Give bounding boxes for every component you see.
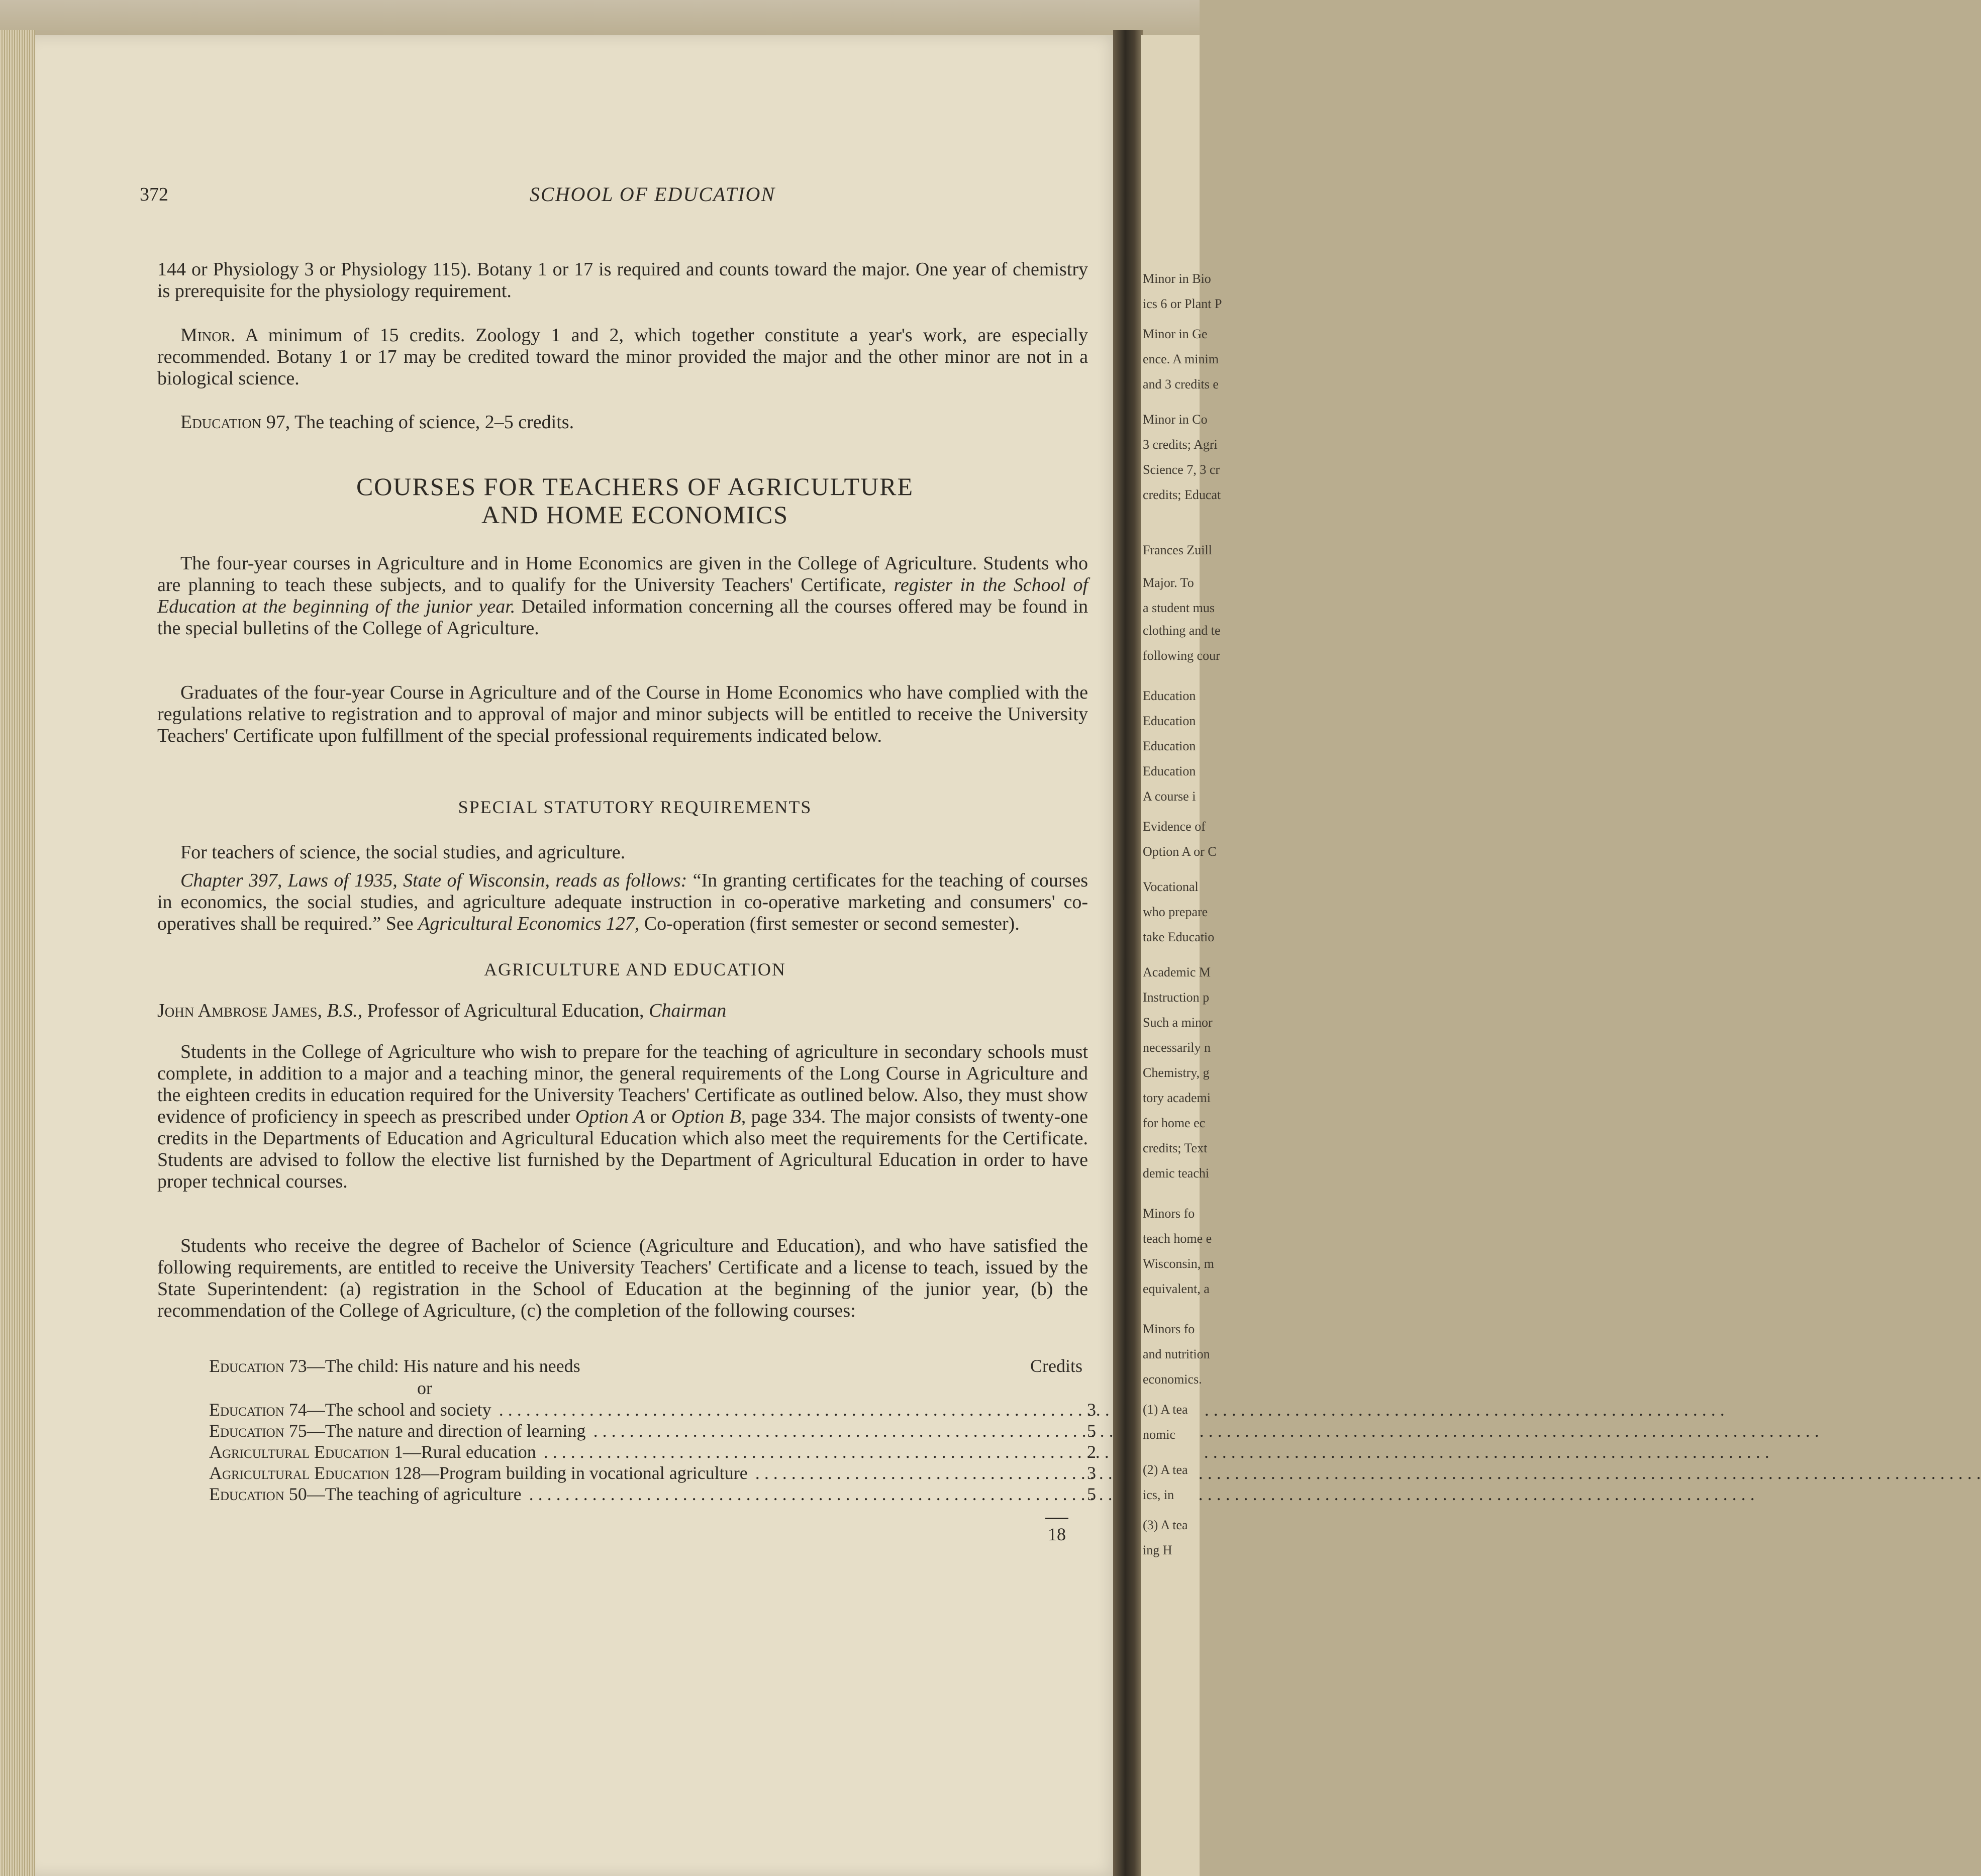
next-page-fragment: Minor in Bio	[1143, 271, 1211, 286]
section-heading-courses	[0, 472, 1200, 529]
or-separator: or	[417, 1378, 432, 1398]
courses-p1-italic: register in the School of Education at the beginning of the junior year.	[157, 574, 1088, 617]
statutory-paragraph-1: For teachers of science, the social studies, and agriculture.	[180, 842, 626, 863]
next-page-fragment: Education	[1143, 688, 1196, 703]
next-page-fragment: ence. A minim	[1143, 352, 1219, 366]
course-label	[209, 1355, 580, 1376]
section-heading-statutory	[0, 797, 1200, 818]
next-page-fragment: Education	[1143, 739, 1196, 753]
course-row	[209, 1441, 1101, 1462]
next-page-fragment: economics.	[1143, 1372, 1202, 1387]
page-number: 372	[140, 184, 168, 205]
book-gutter	[1113, 30, 1143, 1876]
next-page-fragment: nomic	[1143, 1427, 1175, 1442]
course-title: 1—Rural education	[389, 1442, 536, 1462]
course-credits: 3	[1087, 1400, 1096, 1420]
course-dept: Education	[209, 1400, 284, 1420]
next-page-fragment: Instruction p	[1143, 990, 1210, 1005]
next-page-fragment: 3 credits; Agri	[1143, 437, 1218, 452]
course-row	[209, 1399, 1101, 1420]
statutory-quote: “In granting certificates for the teaching of courses in economics, the social studies, and agriculture adequate instruction in co-operative marketing and consumers' co-operatives shall be required.” See	[157, 870, 1088, 934]
section-heading-line2: AND HOME ECONOMICS	[481, 501, 789, 529]
next-page-fragment: Minors fo	[1143, 1206, 1195, 1221]
credits-header: Credits	[1030, 1356, 1082, 1376]
agedu-paragraph-1	[157, 1041, 1088, 1193]
next-page-fragment: and nutrition	[1143, 1347, 1210, 1361]
next-page-fragment: take Educatio	[1143, 930, 1215, 944]
next-page-fragment: (3) A tea	[1143, 1518, 1188, 1532]
next-page-fragment: credits; Educat	[1143, 487, 1221, 502]
leader-dots	[209, 1441, 1066, 1462]
next-page-fragment: tory academi	[1143, 1091, 1211, 1105]
courses-p1-text: The four-year courses in Agriculture and in Home Economics are given in the College of Agriculture. Students who are planning to teach these subjects, and to qualify for the University Teachers' Certificate,	[157, 553, 1088, 596]
book-page	[35, 35, 1121, 1876]
next-page-fragment: teach home e	[1143, 1231, 1212, 1246]
course-credits: 3	[1087, 1463, 1096, 1483]
next-page-fragment: demic teachi	[1143, 1166, 1210, 1180]
agedu-title: AGRICULTURE AND EDUCATION	[484, 959, 786, 979]
next-page-edge	[1141, 35, 1222, 1876]
next-page-fragment: (2) A tea	[1143, 1462, 1188, 1477]
courses-p1-text-b: Detailed information concerning all the courses offered may be found in the special bulletins of the College of Agriculture.	[157, 596, 1088, 639]
statutory-paragraph-2	[157, 870, 1088, 935]
next-page-fragment: Option A or C	[1143, 844, 1217, 859]
next-page-fragment: clothing and te	[1143, 623, 1221, 638]
next-page-fragment: and 3 credits e	[1143, 377, 1219, 391]
courses-paragraph-2: Graduates of the four-year Course in Agriculture and of the Course in Home Economics who have complied with the regulations relative to registration and to approval of major and minor subjects will be entitled to receive the University Teachers' Certificate upon fulfillment of the special professional requirements indicated below.	[157, 682, 1088, 746]
minor-label: Minor.	[180, 325, 236, 346]
leader-dots	[209, 1484, 1066, 1505]
statutory-text-b: Co-operation (first semester or second semester).	[639, 913, 1020, 934]
next-page-fragment: who prepare	[1143, 905, 1208, 919]
statutory-title: SPECIAL STATUTORY REQUIREMENTS	[458, 797, 812, 817]
option-a: Option A	[575, 1106, 645, 1127]
course-dept: Agricultural Education	[209, 1442, 389, 1462]
page-edges	[0, 30, 35, 1876]
next-page-fragment: Such a minor	[1143, 1015, 1213, 1030]
next-page-fragment: (1) A tea	[1143, 1402, 1188, 1417]
next-page-fragment: Minor in Ge	[1143, 327, 1208, 341]
next-page-fragment: Evidence of	[1143, 819, 1206, 834]
next-page-fragment: Vocational	[1143, 879, 1199, 894]
next-page-fragment: credits; Text	[1143, 1141, 1208, 1155]
education-97-line	[157, 412, 1088, 433]
course-title: 128—Program building in vocational agriculture	[389, 1463, 748, 1483]
statutory-course-ref: Agricultural Economics 127,	[418, 913, 640, 934]
next-page-fragment: ics 6 or Plant P	[1143, 297, 1222, 311]
course-dept: Agricultural Education	[209, 1463, 389, 1483]
next-page-fragment: following cour	[1143, 648, 1220, 663]
course-dept: Education	[209, 1356, 284, 1376]
next-page-fragment: Wisconsin, m	[1143, 1256, 1214, 1271]
course-row-first	[209, 1355, 1101, 1376]
next-page-fragment: Minor in Co	[1143, 412, 1208, 427]
course-credits: 5	[1087, 1484, 1096, 1504]
next-page-fragment: Academic M	[1143, 965, 1211, 979]
running-header	[0, 182, 1200, 206]
education-97-text: 97, The teaching of science, 2–5 credits.	[261, 412, 574, 433]
agedu-p1-text-b: page 334. The major consists of twenty-one credits in the Departments of Education and Agricultural Education which also meet the requirements for the Certificate. Students are advised to follow the elective list furnished by the Department of Agricultural Education in order to have proper technical courses.	[157, 1106, 1088, 1192]
minor-paragraph	[157, 325, 1088, 389]
next-page-fragment: Science 7, 3 cr	[1143, 462, 1220, 477]
option-b: Option B,	[671, 1106, 746, 1127]
chair-role: Chairman	[649, 1000, 727, 1021]
chair-text: Professor of Agricultural Education,	[362, 1000, 649, 1021]
course-dept: Education	[209, 1484, 284, 1504]
course-credits: 5	[1087, 1421, 1096, 1441]
next-page-fragment: Chemistry, g	[1143, 1065, 1210, 1080]
leader-dots	[209, 1399, 1066, 1420]
next-page-fragment: Major. To	[1143, 575, 1194, 590]
leader-dots	[209, 1462, 1066, 1484]
next-page-fragment: for home ec	[1143, 1116, 1206, 1130]
total-rule	[1045, 1518, 1068, 1519]
course-title: 74—The school and society	[284, 1400, 491, 1420]
next-page-fragment: a student mus	[1143, 601, 1215, 615]
next-page-fragment: ics, in	[1143, 1488, 1174, 1502]
course-row	[209, 1462, 1101, 1484]
section-heading-line1: COURSES FOR TEACHERS OF AGRICULTURE	[356, 472, 914, 501]
next-page-fragment: equivalent, a	[1143, 1281, 1210, 1296]
education-label: Education	[180, 412, 262, 433]
courses-paragraph-1	[157, 553, 1088, 639]
agedu-paragraph-2: Students who receive the degree of Bachelor of Science (Agriculture and Education), and who have satisfied the following requirements, are entitled to receive the University Teachers' Certificate and a license to teach, issued by the State Superintendent: (a) registration in the School of Education at the beginning of the junior year, (b) the recommendation of the College of Agriculture, (c) the completion of the following courses:	[157, 1235, 1088, 1321]
running-header-text: SCHOOL OF EDUCATION	[529, 183, 776, 206]
credits-total: 18	[1048, 1524, 1066, 1544]
next-page-fragment: Education	[1143, 764, 1196, 778]
chair-degree: B.S.,	[327, 1000, 363, 1021]
intro-paragraph: 144 or Physiology 3 or Physiology 115). Botany 1 or 17 is required and counts toward the major. One year of chemistry is prerequisite for the physiology requirement.	[157, 259, 1088, 302]
agedu-p1-text: Students in the College of Agriculture who wish to prepare for the teaching of agriculture in secondary schools must complete, in addition to a major and a teaching minor, the general requirements of the Long Course in Agriculture and the eighteen credits in education required for the University Teachers' Certificate as outlined below. Also, they must show evidence of proficiency in speech as prescribed under	[157, 1041, 1088, 1127]
course-credits: 2	[1087, 1442, 1096, 1462]
leader-dots	[209, 1420, 1066, 1441]
next-page-fragment: ing H	[1143, 1543, 1172, 1557]
minor-text: A minimum of 15 credits. Zoology 1 and 2, which together constitute a year's work, are especially recommended. Botany 1 or 17 may be credited toward the minor provided the major and the other minor are not in a biological science.	[157, 325, 1088, 389]
next-page-fragment: necessarily n	[1143, 1040, 1211, 1055]
next-page-fragment: Education	[1143, 714, 1196, 728]
course-title: 75—The nature and direction of learning	[284, 1421, 586, 1441]
background-top	[0, 0, 1200, 40]
chair-name: John Ambrose James,	[157, 1000, 322, 1021]
chairman-line	[157, 1000, 1088, 1022]
course-row	[209, 1420, 1101, 1441]
next-page-fragment: Minors fo	[1143, 1322, 1195, 1336]
course-title: 73—The child: His nature and his needs	[284, 1356, 580, 1376]
section-heading-agedu	[0, 959, 1200, 980]
statutory-citation: Chapter 397, Laws of 1935, State of Wisconsin, reads as follows:	[180, 870, 687, 891]
course-dept: Education	[209, 1421, 284, 1441]
next-page-fragment: A course i	[1143, 789, 1196, 804]
course-title: 50—The teaching of agriculture	[284, 1484, 522, 1504]
agedu-or: or	[645, 1106, 671, 1127]
course-row	[209, 1484, 1101, 1505]
next-page-fragment: Frances Zuill	[1143, 543, 1212, 557]
